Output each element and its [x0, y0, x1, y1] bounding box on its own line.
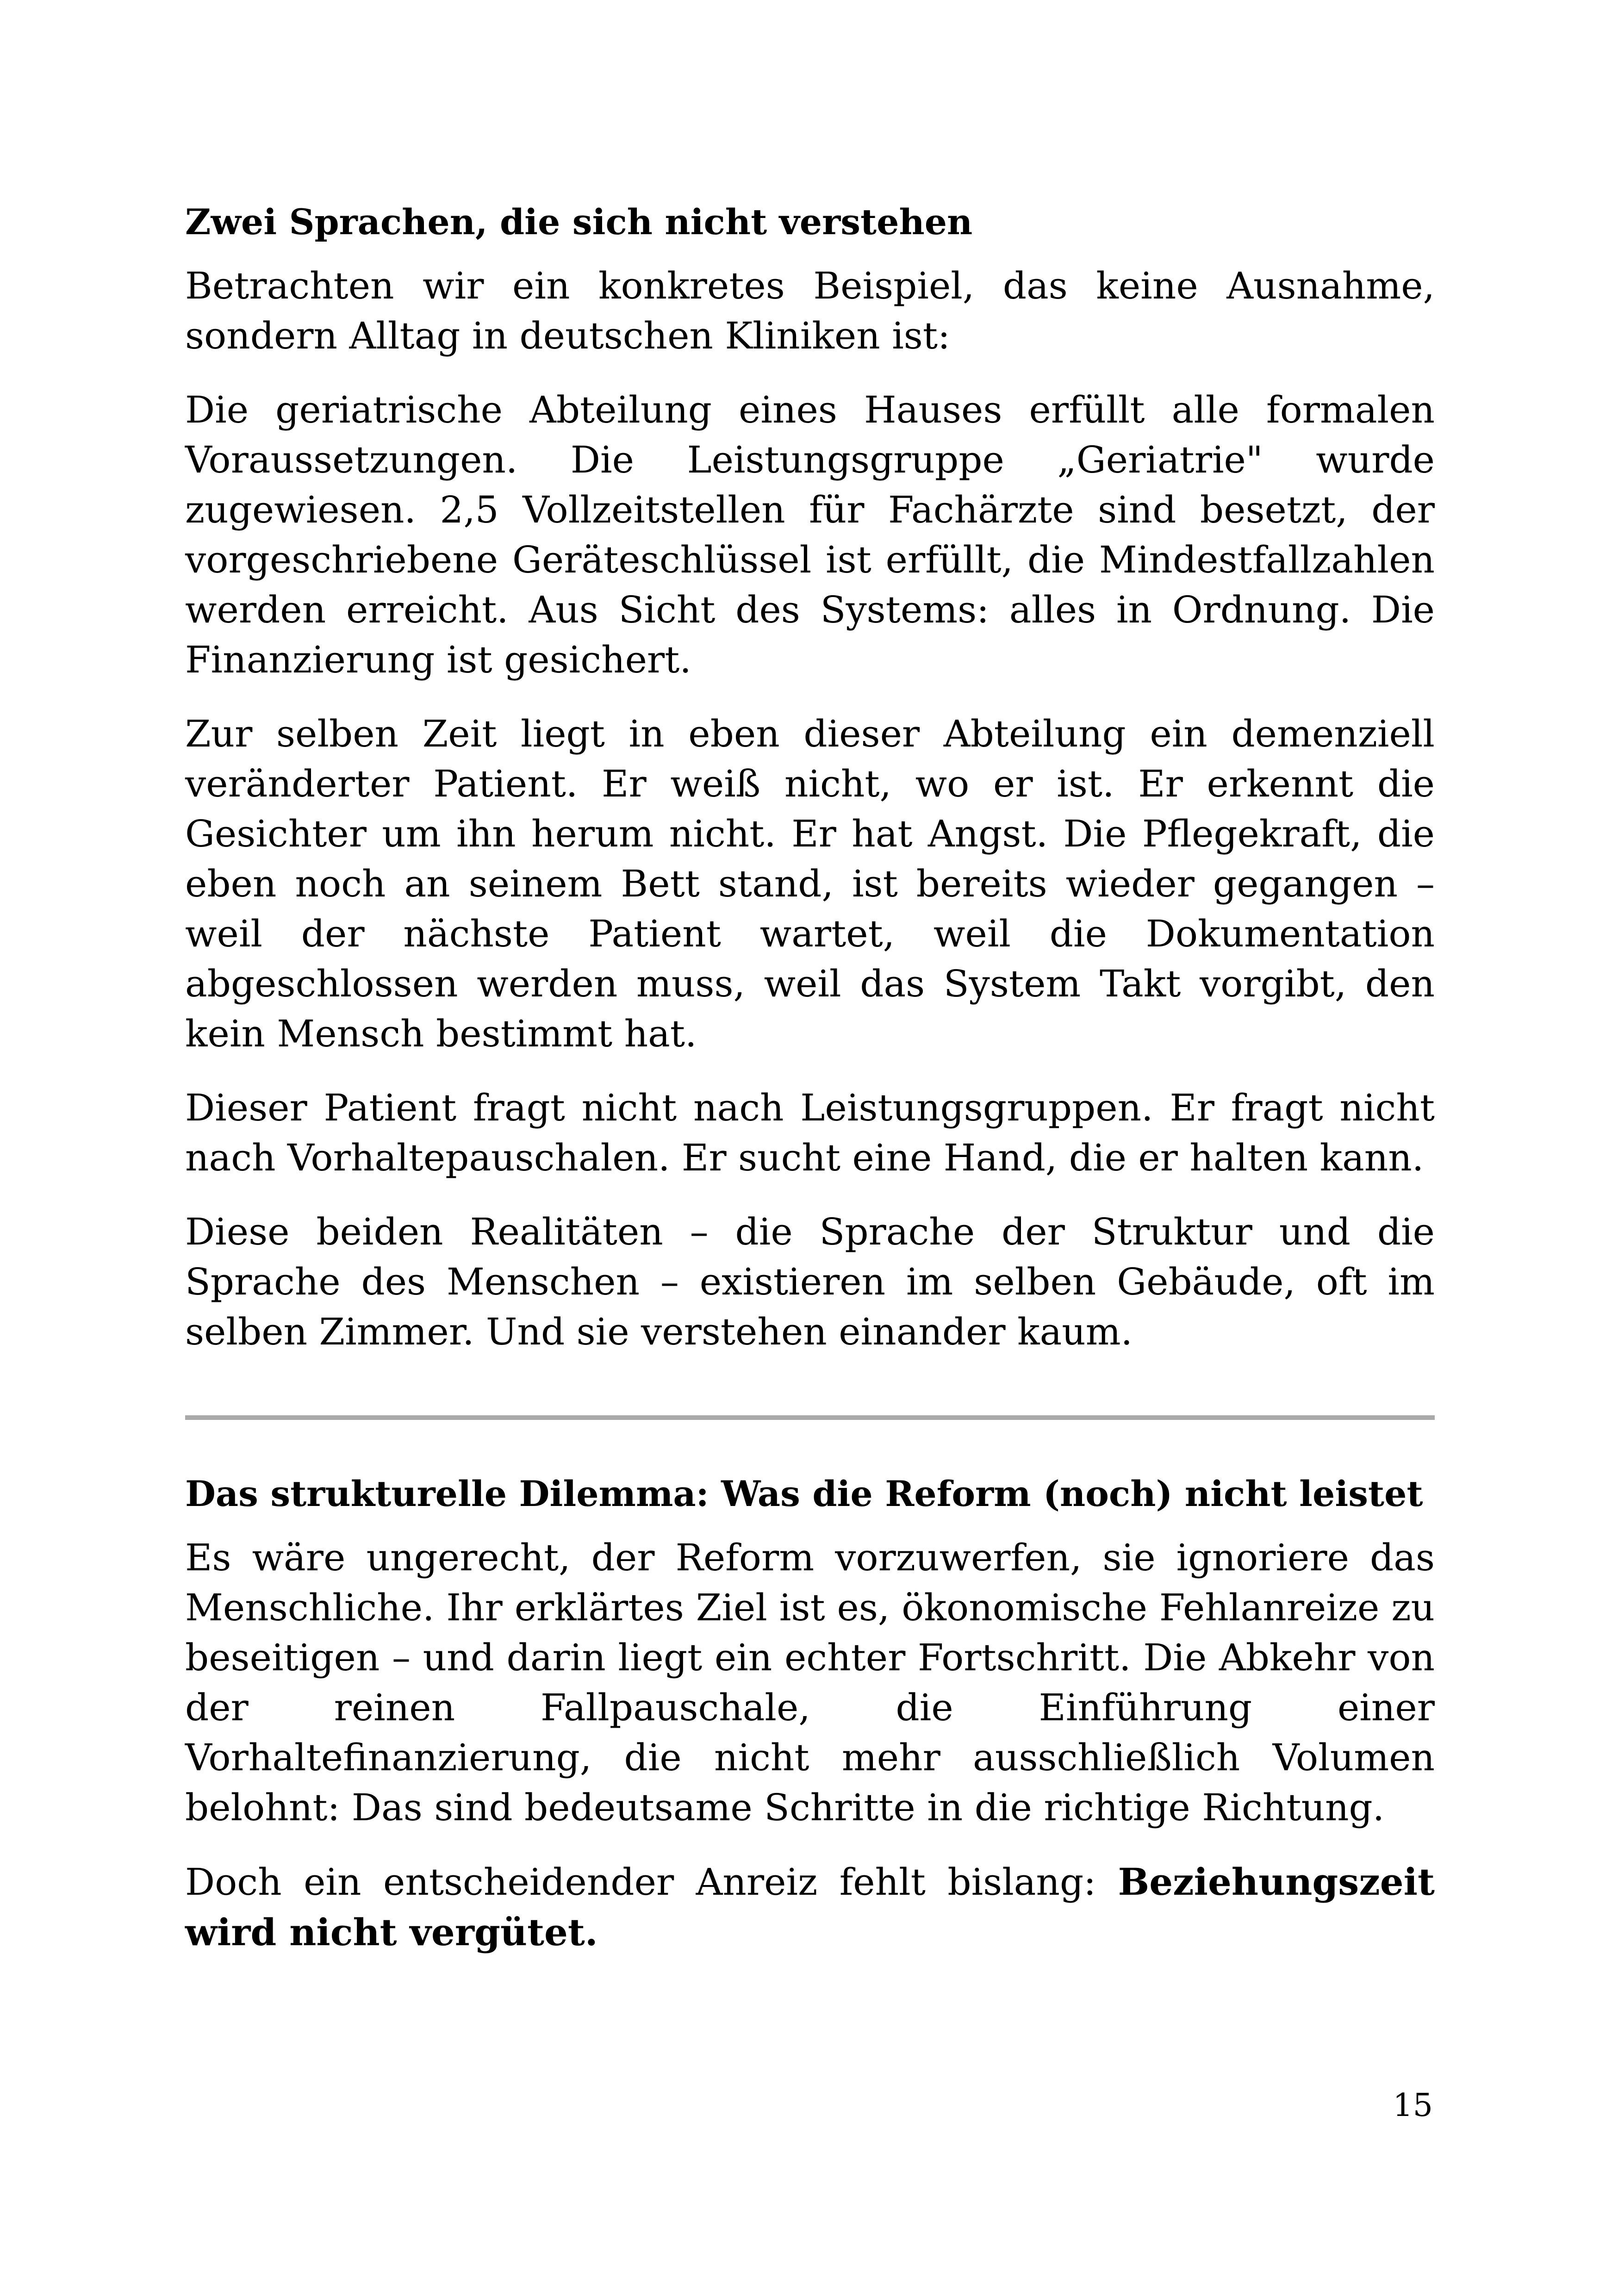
paragraph-anreiz	[185, 1857, 1435, 1958]
paragraph-reform: Es wäre ungerecht, der Reform vorzuwerfen, sie ignoriere das Menschliche. Ihr erklärtes Ziel ist es, ökonomische Fehlanreize zu beseitigen – und darin liegt ein echter Fortschritt. Die Abkehr von der reinen Fallpauschale, die Einführung einer Vorhaltefinanzierung, die nicht mehr ausschließlich Volumen belohnt: Das sind bedeutsame Schritte in die richtige Richtung.	[185, 1536, 1435, 1829]
page-content	[185, 194, 1435, 1982]
section-heading-dilemma: Das strukturelle Dilemma: Was die Reform (noch) nicht leistet	[185, 1473, 1423, 1514]
anreiz-text: Doch ein entscheidender Anreiz fehlt bislang:	[185, 1860, 1118, 1904]
paragraph-realitaeten: Diese beiden Realitäten – die Sprache der Struktur und die Sprache des Menschen – existieren im selben Gebäude, oft im selben Zimmer. Und sie verstehen einander kaum.	[185, 1210, 1435, 1353]
section-divider	[185, 1415, 1435, 1420]
section-heading-zwei-sprachen: Zwei Sprachen, die sich nicht verstehen	[185, 201, 973, 243]
paragraph-leistungsgruppen: Dieser Patient fragt nicht nach Leistungsgruppen. Er fragt nicht nach Vorhaltepauschalen. Er sucht eine Hand, die er halten kann.	[185, 1086, 1435, 1179]
paragraph-patient: Zur selben Zeit liegt in eben dieser Abteilung ein demenziell veränderter Patient. Er weiß nicht, wo er ist. Er erkennt die Gesichter um ihn herum nicht. Er hat Angst. Die Pflegekraft, die eben noch an seinem Bett stand, ist bereits wieder gegangen – weil der nächste Patient wartet, weil die Dokumentation abgeschlossen werden muss, weil das System Takt vorgibt, den kein Mensch bestimmt hat.	[185, 712, 1435, 1055]
paragraph-beispiel: Betrachten wir ein konkretes Beispiel, das keine Ausnahme, sondern Alltag in deutschen Kliniken ist:	[185, 264, 1435, 357]
anreiz-emphasis: Beziehungszeit wird nicht vergütet.	[185, 1860, 1435, 1954]
paragraph-geriatrische-abteilung: Die geriatrische Abteilung eines Hauses erfüllt alle formalen Voraussetzungen. Die Leistungsgruppe „Geriatrie" wurde zugewiesen. 2,5 Vollzeitstellen für Fachärzte sind besetzt, der vorgeschriebene Geräteschlüssel ist erfüllt, die Mindestfallzahlen werden erreicht. Aus Sicht des Systems: alles in Ordnung. Die Finanzierung ist gesichert.	[185, 388, 1435, 681]
page-number: 15	[1393, 2087, 1433, 2124]
